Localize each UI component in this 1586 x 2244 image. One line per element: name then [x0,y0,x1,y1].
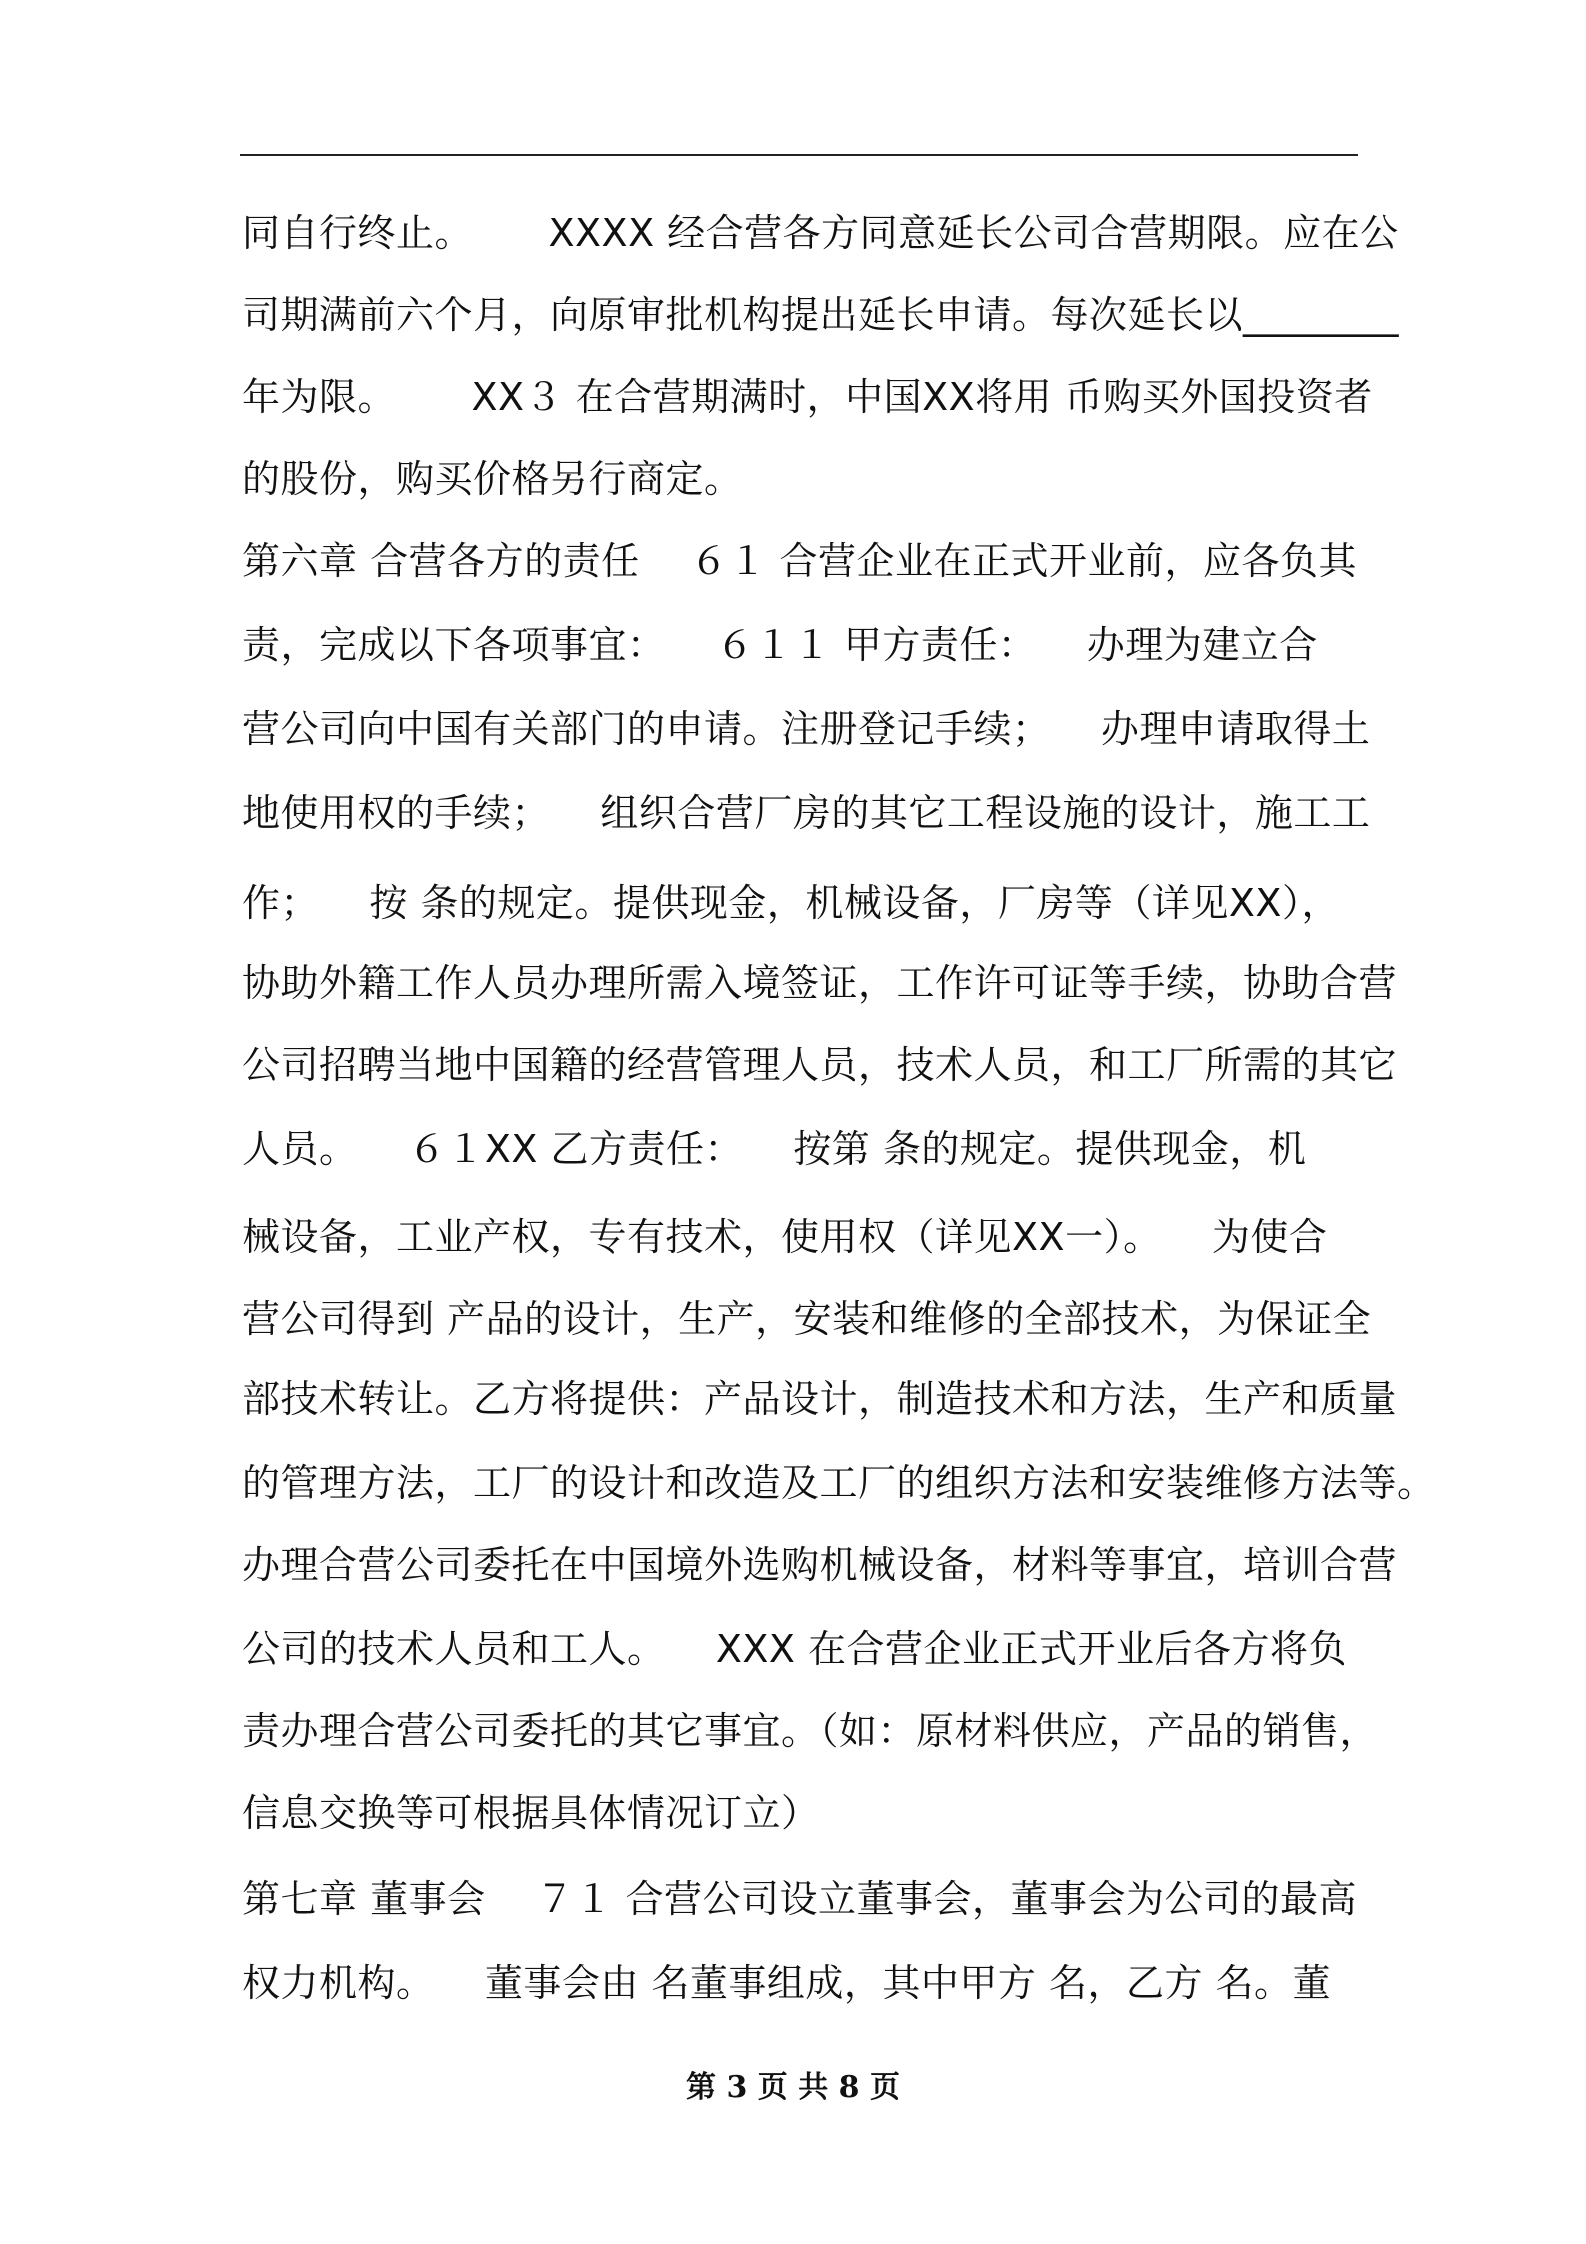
text-line: 年为限。 XX３ 在合营期满时，中国XX将用 币购买外国投资者 [242,375,1373,419]
text-line: 械设备，工业产权，专有技术，使用权（详见XX一）。 为使合 [242,1215,1328,1259]
text-line: 办理合营公司委托在中国境外选购机械设备，材料等事宜，培训合营 [242,1543,1398,1587]
chapter-6-line: 第六章 合营各方的责任 ６１ 合营企业在正式开业前，应各负其 [242,539,1357,583]
text-line: 地使用权的手续； 组织合营厂房的其它工程设施的设计，施工工 [242,791,1371,835]
text-line: 责办理合营公司委托的其它事宜。（如：原材料供应，产品的销售， [242,1709,1379,1753]
text-line: 作； 按 条的规定。提供现金，机械设备，厂房等（详见XX）， [242,881,1340,925]
text-line: 营公司向中国有关部门的申请。注册登记手续； 办理申请取得土 [242,707,1371,751]
chapter-7-line: 第七章 董事会 ７１ 合营公司设立董事会，董事会为公司的最高 [242,1877,1357,1921]
text-line: 公司的技术人员和工人。 XXX 在合营企业正式开业后各方将负 [242,1627,1347,1671]
text-line: 协助外籍工作人员办理所需入境签证，工作许可证等手续，协助合营 [242,961,1398,1005]
text-line: 责，完成以下各项事宜： ６１１ 甲方责任： 办理为建立合 [242,623,1318,667]
text-line: 权力机构。 董事会由 名董事组成，其中甲方 名，乙方 名。董 [242,1961,1332,2005]
page-number: 第 3 页 共 8 页 [686,2070,900,2105]
text-line: 营公司得到 产品的设计，生产，安装和维修的全部技术，为保证全 [242,1297,1372,1341]
text-line: 信息交换等可根据具体情况订立） [242,1791,820,1835]
text-line: 同自行终止。 XXXX 经合营各方同意延长公司合营期限。应在公 [242,211,1399,255]
text-line: 公司招聘当地中国籍的经营管理人员，技术人员，和工厂所需的其它 [242,1043,1398,1087]
header-rule [240,154,1358,156]
text-line: 司期满前六个月，向原审批机构提出延长申请。每次延长以________ [242,293,1400,337]
text-line: 的股份，购买价格另行商定。 [242,457,743,501]
text-line: 部技术转让。乙方将提供：产品设计，制造技术和方法，生产和质量 [242,1377,1398,1421]
text-line: 人员。 ６１XX 乙方责任： 按第 条的规定。提供现金，机 [242,1127,1307,1171]
text-line: 的管理方法，工厂的设计和改造及工厂的组织方法和安装维修方法等。 [242,1461,1436,1505]
